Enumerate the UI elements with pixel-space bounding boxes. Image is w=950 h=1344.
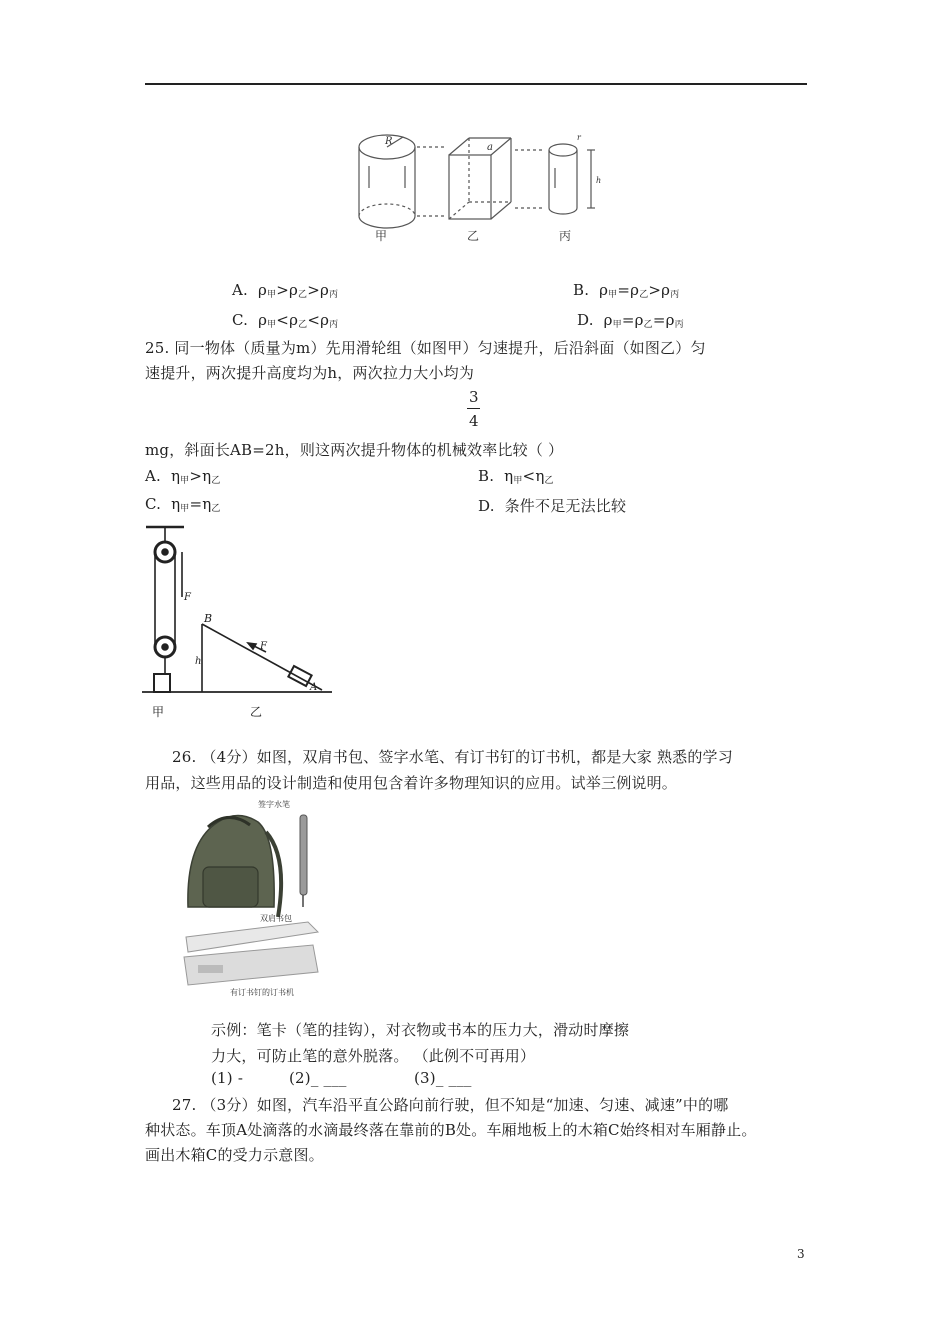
q26-blank-3[interactable]: (3)_ ___ xyxy=(414,1069,472,1087)
svg-text:丙: 丙 xyxy=(559,229,572,243)
svg-text:R: R xyxy=(385,136,393,147)
header-rule xyxy=(145,83,807,85)
svg-text:乙: 乙 xyxy=(250,705,263,719)
q25-option-a: A. η甲>η乙 xyxy=(145,467,221,486)
q24-figure xyxy=(345,128,610,246)
q24-option-d: D. ρ甲=ρ乙=ρ丙 xyxy=(577,311,684,330)
q25-option-b: B. η甲<η乙 xyxy=(478,467,554,486)
svg-text:A: A xyxy=(310,682,318,693)
svg-text:h: h xyxy=(596,176,602,185)
svg-text:有订书钉的订书机: 有订书钉的订书机 xyxy=(230,988,294,997)
q26-example-line-1: 示例：笔卡（笔的挂钩），对衣物或书本的压力大，滑动时摩擦 xyxy=(211,1021,630,1039)
svg-text:双肩书包: 双肩书包 xyxy=(260,914,292,923)
svg-text:B: B xyxy=(204,612,213,625)
q27-line-2: 种状态。车顶A处滴落的水滴最终落在靠前的B处。车厢地板上的木箱C始终相对车厢静止。 xyxy=(145,1121,757,1139)
svg-text:r: r xyxy=(577,133,581,142)
page-number: 3 xyxy=(797,1247,805,1261)
svg-text:签字水笔: 签字水笔 xyxy=(258,800,290,809)
svg-text:甲: 甲 xyxy=(375,229,388,243)
q25-fraction-bar xyxy=(467,408,480,409)
q26-blank-1[interactable]: (1) - xyxy=(211,1069,244,1087)
q24-option-c: C. ρ甲<ρ乙<ρ丙 xyxy=(232,311,339,330)
q25-figure xyxy=(140,522,340,722)
svg-text:乙: 乙 xyxy=(467,229,480,243)
q24-option-a: A. ρ甲>ρ乙>ρ丙 xyxy=(232,281,339,300)
q26-line-1: 26. （4分）如图，双肩书包、签字水笔、有订书钉的订书机，都是大家 熟悉的学习 xyxy=(172,748,733,766)
q25-line-2: 速提升，两次提升高度均为h，两次拉力大小均为 xyxy=(145,364,475,382)
q26-school-supplies-image xyxy=(178,797,328,1002)
q24-option-b: B. ρ甲=ρ乙>ρ丙 xyxy=(573,281,680,300)
q27-line-3: 画出木箱C的受力示意图。 xyxy=(145,1146,324,1164)
svg-text:F: F xyxy=(260,641,267,652)
q26-example-line-2: 力大，可防止笔的意外脱落。 （此例不可再用） xyxy=(211,1047,536,1065)
q26-blank-2[interactable]: (2)_ ___ xyxy=(289,1069,347,1087)
q25-line-1: 25. 同一物体（质量为m）先用滑轮组（如图甲）匀速提升，后沿斜面（如图乙）匀 xyxy=(145,339,706,357)
q27-line-1: 27. （3分）如图，汽车沿平直公路向前行驶，但不知是“加速、匀速、减速”中的哪 xyxy=(172,1096,729,1114)
q25-line-3: mg，斜面长AB=2h，则这两次提升物体的机械效率比较（ ） xyxy=(145,441,564,459)
svg-text:甲: 甲 xyxy=(152,705,165,719)
svg-text:F: F xyxy=(184,592,191,603)
q26-line-2: 用品，这些用品的设计制造和使用包含着许多物理知识的应用。试举三例说明。 xyxy=(145,774,678,792)
q25-fraction-numerator: 3 xyxy=(469,388,479,406)
q25-option-c: C. η甲=η乙 xyxy=(145,495,221,514)
q25-option-d: D. 条件不足无法比较 xyxy=(478,497,627,515)
q25-fraction-denominator: 4 xyxy=(469,412,479,430)
svg-text:h: h xyxy=(195,656,202,667)
svg-text:a: a xyxy=(487,142,493,153)
